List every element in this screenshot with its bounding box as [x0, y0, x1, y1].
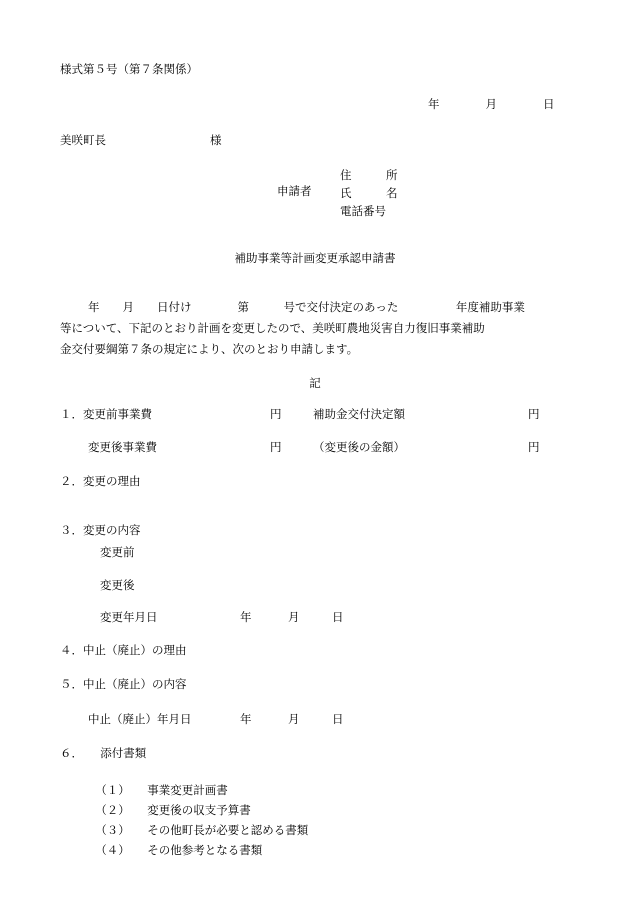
item3-date-label: 変更年月日: [100, 612, 158, 624]
item1-label: １．変更前事業費: [60, 409, 152, 421]
attachment-text: 事業変更計画書: [147, 785, 228, 798]
form-number: 様式第５号（第７条関係）: [60, 64, 198, 76]
item5-date-label: 中止（廃止）年月日: [88, 714, 192, 726]
attachment-number: （１）: [95, 785, 130, 798]
item5-label: ５．中止（廃止）の内容: [60, 679, 187, 691]
attachment-number: （２）: [95, 805, 130, 818]
item3-day-label: 日: [332, 612, 344, 624]
attachment-text: その他参考となる書類: [147, 845, 263, 858]
applicant-name-label: 氏 名: [340, 188, 398, 200]
item3-label: ３．変更の内容: [60, 525, 141, 537]
item5-month-label: 月: [288, 714, 300, 726]
body-line-3: 金交付要綱第７条の規定により、次のとおり申請します。: [60, 344, 359, 356]
item1b-yen-right: 円: [528, 442, 540, 454]
item3-month-label: 月: [288, 612, 300, 624]
item6-label: ６． 添付書類: [60, 748, 147, 760]
item4-label: ４．中止（廃止）の理由: [60, 645, 187, 657]
item1b-yen-left: 円: [270, 442, 282, 454]
date-line: 年 月 日: [428, 99, 555, 111]
item3-after-label: 変更後: [100, 580, 135, 592]
item1-yen-right: 円: [528, 409, 540, 421]
body-line-1: 年 月 日付け 第 号で交付決定のあった 年度補助事業: [88, 302, 525, 314]
addressee-honorific: 様: [210, 135, 222, 147]
body-line-2: 等について、下記のとおり計画を変更したので、美咲町農地災害自力復旧事業補助: [60, 323, 485, 335]
applicant-label: 申請者: [277, 186, 312, 198]
attachment-text: 変更後の収支予算書: [147, 805, 251, 818]
ki-mark: 記: [309, 378, 321, 390]
attachment-text: その他町長が必要と認める書類: [147, 825, 309, 838]
item1b-label: 変更後事業費: [88, 442, 157, 454]
attachment-number: （３）: [95, 825, 130, 838]
attachment-item: [78, 826, 262, 878]
item3-before-label: 変更前: [100, 547, 135, 559]
applicant-phone-label: 電話番号: [340, 206, 386, 218]
item5-day-label: 日: [332, 714, 344, 726]
page-title: 補助事業等計画変更承認申請書: [234, 253, 396, 265]
addressee: 美咲町長: [60, 135, 106, 147]
item5-year-label: 年: [240, 714, 252, 726]
item1b-sub-label: （変更後の金額）: [313, 442, 405, 454]
attachment-number: （４）: [95, 845, 130, 858]
item2-label: ２．変更の理由: [60, 476, 141, 488]
applicant-address-label: 住 所: [340, 170, 398, 182]
item3-year-label: 年: [240, 612, 252, 624]
item1-yen-left: 円: [270, 409, 282, 421]
item1-sub-label: 補助金交付決定額: [313, 409, 405, 421]
